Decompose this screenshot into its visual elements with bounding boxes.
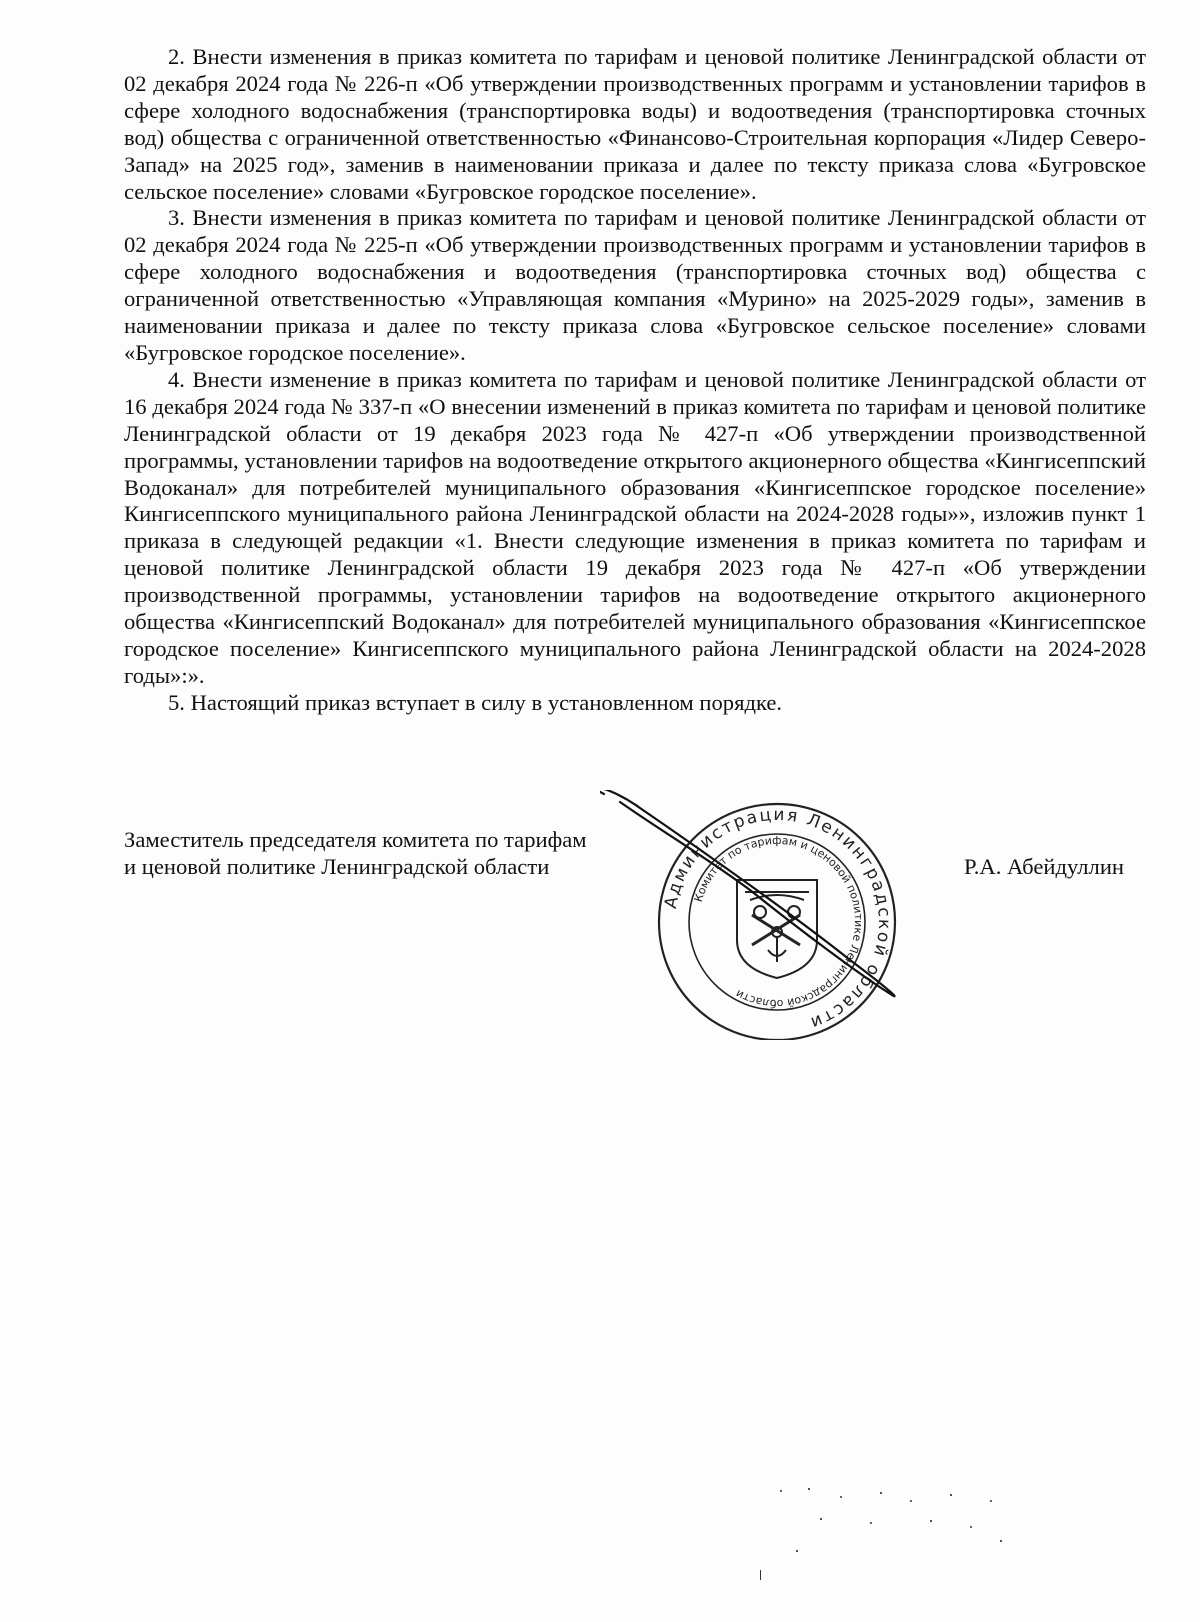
stamp-outer-text: Администрация Ленинградской области (660, 804, 895, 1034)
signatory-position (124, 826, 587, 880)
paragraph-2: 2. Внести изменения в приказ комитета по тарифам и ценовой политике Ленинградской области от 02 декабря 2024 года № 226-п «Об утверждении производственных программ и установлении тарифов в сфере холодного водоснабжения (транспортировка воды) и водоотведения (транспортировка сточных вод) общества с ограниченной ответственностью «Финансово-Строительная корпорация «Лидер Северо-Запад» на 2025 год», заменив в наименовании приказа и далее по тексту приказа слова «Бугровское сельское поселение» словами «Бугровское городское поселение». (124, 44, 1146, 204)
scan-artifacts (760, 1470, 1060, 1600)
order-text (124, 44, 1146, 717)
paragraph-4: 4. Внести изменение в приказ комитета по тарифам и ценовой политике Ленинградской области от 16 декабря 2024 года № 337-п «О внесении изменений в приказ комитета по тарифам и ценовой политике Ленинградской области от 19 декабря 2023 года № 427-п «Об утверждении производственной программы, установлении тарифов на водоотведение открытого акционерного общества «Кингисеппский Водоканал» для потребителей муниципального образования «Кингисеппское городское поселение» Кингисеппского муниципального района Ленинградской области на 2024-2028 годы»», изложив пункт 1 приказа в следующей редакции «1. Внести следующие изменения в приказ комитета по тарифам и ценовой политике Ленинградской области 19 декабря 2023 года № 427-п «Об утверждении производственной программы, установлении тарифов на водоотведение открытого акционерного общества «Кингисеппский Водоканал» для потребителей муниципального образования «Кингисеппское городское поселение» Кингисеппского муниципального района Ленинградской области на 2024-2028 годы»:». (124, 366, 1146, 688)
paragraph-5: 5. Настоящий приказ вступает в силу в установленном порядке. (168, 689, 783, 715)
signatory-name: Р.А. Абейдуллин (964, 854, 1125, 879)
stamp-inner-text: Комитет по тарифам и ценовой политике Ленинградской области (691, 833, 866, 1011)
official-stamp-seal (600, 790, 940, 1040)
position-line-2: и ценовой политике Ленинградской области (124, 854, 550, 879)
paragraph-3: 3. Внести изменения в приказ комитета по тарифам и ценовой политике Ленинградской области от 02 декабря 2024 года № 225-п «Об утверждении производственных программ и установлении тарифов в сфере холодного водоснабжения и водоотведения (транспортировка сточных вод) общества с ограниченной ответственностью «Управляющая компания «Мурино» на 2025-2029 годы», заменив в наименовании приказа и далее по тексту приказа слова «Бугровское сельское поселение» словами «Бугровское городское поселение». (124, 205, 1146, 365)
coat-of-arms-icon (737, 880, 817, 978)
position-line-1: Заместитель председателя комитета по тарифам (124, 827, 587, 852)
